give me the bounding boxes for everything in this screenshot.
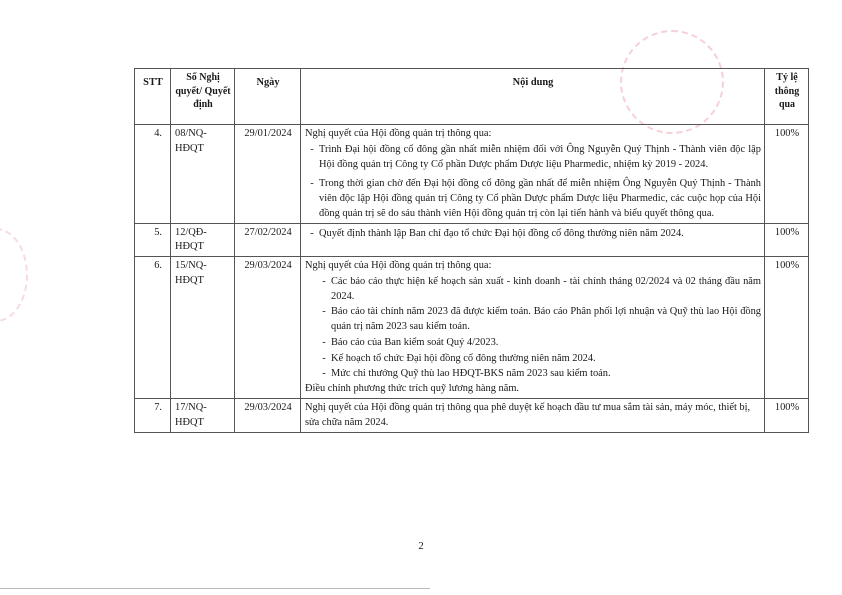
row-resolution-number: 12/QĐ-HĐQT xyxy=(171,223,235,257)
row-content xyxy=(301,125,765,224)
bullet-dash: - xyxy=(322,368,326,380)
list-item xyxy=(305,143,761,173)
list-item xyxy=(305,227,761,242)
content-intro: Nghị quyết của Hội đồng quản trị thông qua phê duyệt kế hoạch đầu tư mua sắm tài sản, máy móc, thiết bị, sửa chữa năm 2024. xyxy=(305,402,751,428)
list-item xyxy=(305,305,761,335)
list-item xyxy=(305,177,761,221)
bullet-dash: - xyxy=(310,227,314,239)
row-approval-rate: 100% xyxy=(765,257,809,399)
list-item-text: Trong thời gian chờ đến Đại hội đồng cổ đông gần nhất để miễn nhiệm Ông Nguyễn Quý Thịnh - Thành viên độc lập Hội đồng quản trị Công ty Cổ phần Dược phẩm Dược liệu Pharmedic, các cuộc họp của Hội đồng quản trị sẽ do sáu thành viên Hội đồng quản trị còn lại tiến hành và biểu quyết thông qua. xyxy=(319,178,761,219)
list-item xyxy=(305,275,761,305)
row-resolution-number: 17/NQ-HĐQT xyxy=(171,399,235,433)
row-content xyxy=(301,399,765,433)
list-item xyxy=(305,367,761,382)
list-item-text: Quyết định thành lập Ban chỉ đạo tổ chức Đại hội đồng cổ đông thường niên năm 2024. xyxy=(319,227,684,239)
footer-rule xyxy=(0,588,430,589)
row-stt: 5. xyxy=(135,223,171,257)
resolutions-table xyxy=(134,68,809,433)
table-row xyxy=(135,223,809,257)
list-item-text: Báo cáo của Ban kiểm soát Quý 4/2023. xyxy=(331,336,499,348)
bullet-dash: - xyxy=(310,143,314,155)
row-stt: 7. xyxy=(135,399,171,433)
row-date: 29/03/2024 xyxy=(235,257,301,399)
header-approval-rate: Tỷ lệ thông qua xyxy=(765,69,809,125)
row-approval-rate: 100% xyxy=(765,125,809,224)
row-content xyxy=(301,257,765,399)
bullet-dash: - xyxy=(322,352,326,364)
table-row xyxy=(135,399,809,433)
table-header-row xyxy=(135,69,809,125)
row-content xyxy=(301,223,765,257)
list-item-text: Kế hoạch tổ chức Đại hội đồng cổ đông thường niên năm 2024. xyxy=(331,352,596,364)
red-seal-stamp-margin xyxy=(0,228,28,322)
row-date: 27/02/2024 xyxy=(235,223,301,257)
bullet-dash: - xyxy=(310,178,314,190)
header-date: Ngày xyxy=(235,69,301,125)
header-content: Nội dung xyxy=(301,69,765,125)
list-item xyxy=(305,352,761,367)
bullet-dash: - xyxy=(322,336,326,348)
table-row xyxy=(135,257,809,399)
row-resolution-number: 15/NQ-HĐQT xyxy=(171,257,235,399)
table-row xyxy=(135,125,809,224)
header-stt: STT xyxy=(135,69,171,125)
list-item-text: Các báo cáo thực hiện kế hoạch sản xuất - kinh doanh - tài chính tháng 02/2024 và 02 tháng đầu năm 2024. xyxy=(331,275,761,302)
row-stt: 4. xyxy=(135,125,171,224)
content-intro: Nghị quyết của Hội đồng quản trị thông qua: xyxy=(305,128,492,139)
bullet-dash: - xyxy=(322,275,326,287)
row-stt: 6. xyxy=(135,257,171,399)
row-resolution-number: 08/NQ-HĐQT xyxy=(171,125,235,224)
list-item-text: Báo cáo tài chính năm 2023 đã được kiểm toán. Báo cáo Phân phối lợi nhuận và Quỹ thù lao Hội đồng quản trị năm 2023 sau kiểm toán. xyxy=(331,306,761,333)
list-item xyxy=(305,336,761,351)
row-approval-rate: 100% xyxy=(765,399,809,433)
row-approval-rate: 100% xyxy=(765,223,809,257)
page-number: 2 xyxy=(418,540,424,552)
list-item-text: Trình Đại hội đồng cổ đông gần nhất miễn nhiệm đối với Ông Nguyễn Quý Thịnh - Thành viên độc lập Hội đồng quản trị Công ty Cổ phần Dược phẩm Dược liệu Pharmedic, nhiệm kỳ 2019 - 2024. xyxy=(319,143,761,170)
row-date: 29/03/2024 xyxy=(235,399,301,433)
row-date: 29/01/2024 xyxy=(235,125,301,224)
list-item-text: Mức chi thưởng Quỹ thù lao HĐQT-BKS năm 2023 sau kiểm toán. xyxy=(331,368,611,380)
header-resolution-number: Số Nghị quyết/ Quyết định xyxy=(171,69,235,125)
content-outro: Điều chỉnh phương thức trích quỹ lương hàng năm. xyxy=(305,383,520,395)
bullet-dash: - xyxy=(322,306,326,318)
content-intro: Nghị quyết của Hội đồng quản trị thông qua: xyxy=(305,260,492,272)
